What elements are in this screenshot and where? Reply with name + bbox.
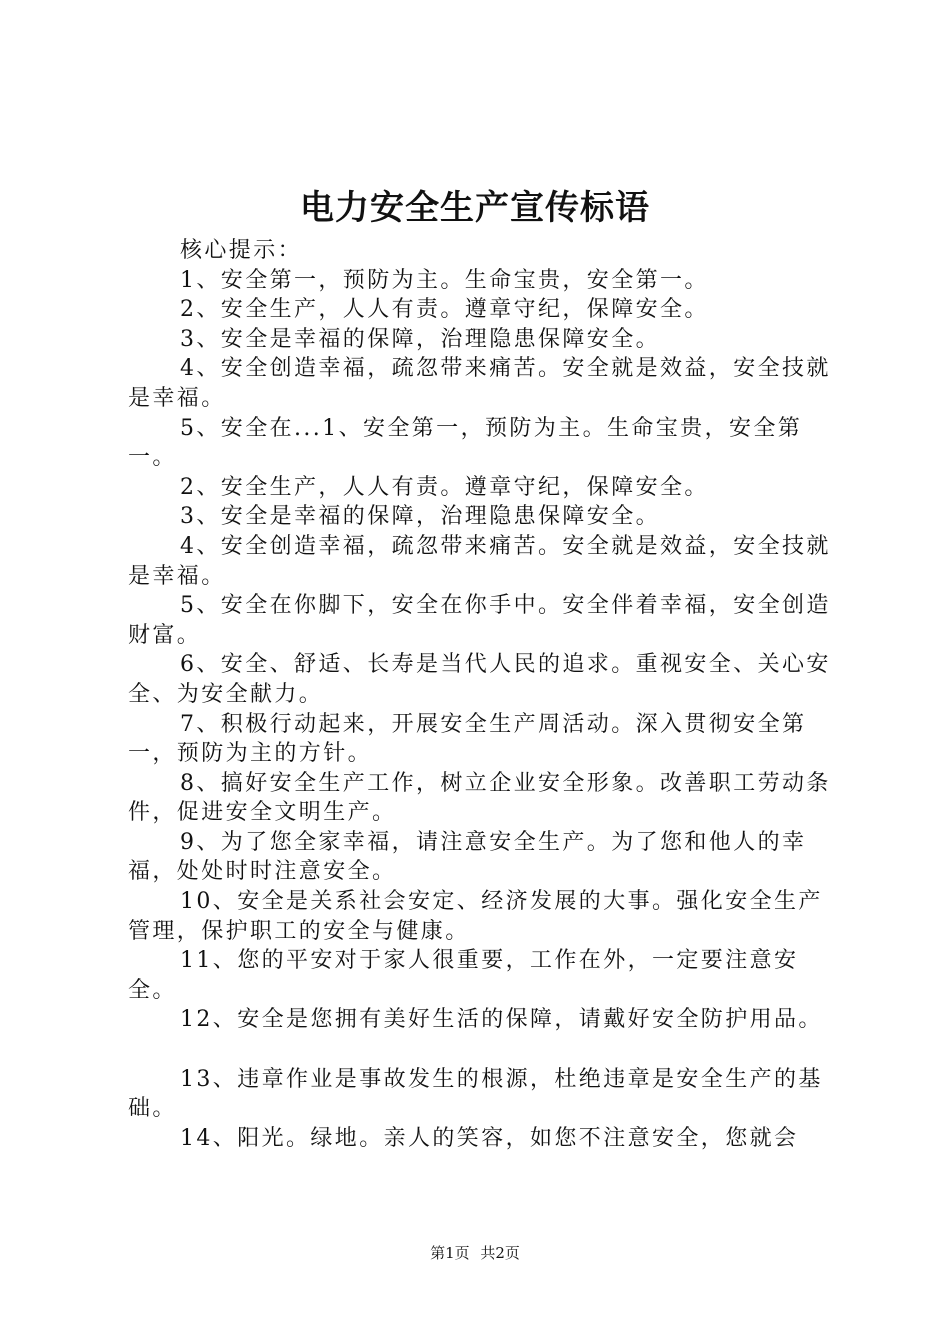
paragraph-item: 4、安全创造幸福，疏忽带来痛苦。安全就是效益，安全技就是幸福。	[128, 533, 831, 589]
paragraph-item: 2、安全生产，人人有责。遵章守纪，保障安全。	[180, 474, 709, 500]
blank-line	[128, 1035, 833, 1065]
paragraph-item: 3、安全是幸福的保障，治理隐患保障安全。	[180, 326, 660, 352]
document-title: 电力安全生产宣传标语	[300, 188, 650, 228]
paragraph-intro: 核心提示：	[180, 238, 303, 263]
paragraph-item: 9、为了您全家幸福，请注意安全生产。为了您和他人的幸福，处处时时注意安全。	[128, 829, 807, 885]
page-number: 第1页	[430, 1244, 470, 1262]
paragraph-item: 2、安全生产，人人有责。遵章守纪，保障安全。	[180, 297, 709, 323]
paragraph-item: 1、安全第一，预防为主。生命宝贵，安全第一。	[180, 267, 709, 293]
paragraph-item: 5、安全在...1、安全第一，预防为主。生命宝贵，安全第一。	[128, 415, 803, 471]
paragraph-item: 6、安全、舒适、长寿是当代人民的追求。重视安全、关心安全、为安全献力。	[128, 652, 831, 707]
page-total: 共2页	[480, 1244, 520, 1262]
paragraph-item: 11、您的平安对于家人很重要，工作在外，一定要注意安全。	[128, 948, 799, 1003]
document-body	[128, 236, 833, 1153]
paragraph-item: 12、安全是您拥有美好生活的保障，请戴好安全防护用品。	[180, 1007, 823, 1033]
paragraph-item: 5、安全在你脚下，安全在你手中。安全伴着幸福，安全创造财富。	[128, 593, 831, 648]
paragraph-item: 8、搞好安全生产工作，树立企业安全形象。改善职工劳动条件，促进安全文明生产。	[128, 770, 831, 826]
page-footer	[0, 1243, 950, 1263]
paragraph-item: 10、安全是关系社会安定、经济发展的大事。强化安全生产管理，保护职工的安全与健康。	[128, 889, 823, 944]
paragraph-item: 13、违章作业是事故发生的根源，杜绝违章是安全生产的基础。	[128, 1066, 823, 1122]
paragraph-item: 4、安全创造幸福，疏忽带来痛苦。安全就是效益，安全技就是幸福。	[128, 356, 831, 411]
paragraph-item: 14、阳光。绿地。亲人的笑容，如您不注意安全，您就会	[180, 1125, 799, 1151]
paragraph-item: 3、安全是幸福的保障，治理隐患保障安全。	[180, 504, 660, 530]
paragraph-item: 7、积极行动起来，开展安全生产周活动。深入贯彻安全第一，预防为主的方针。	[128, 711, 807, 767]
